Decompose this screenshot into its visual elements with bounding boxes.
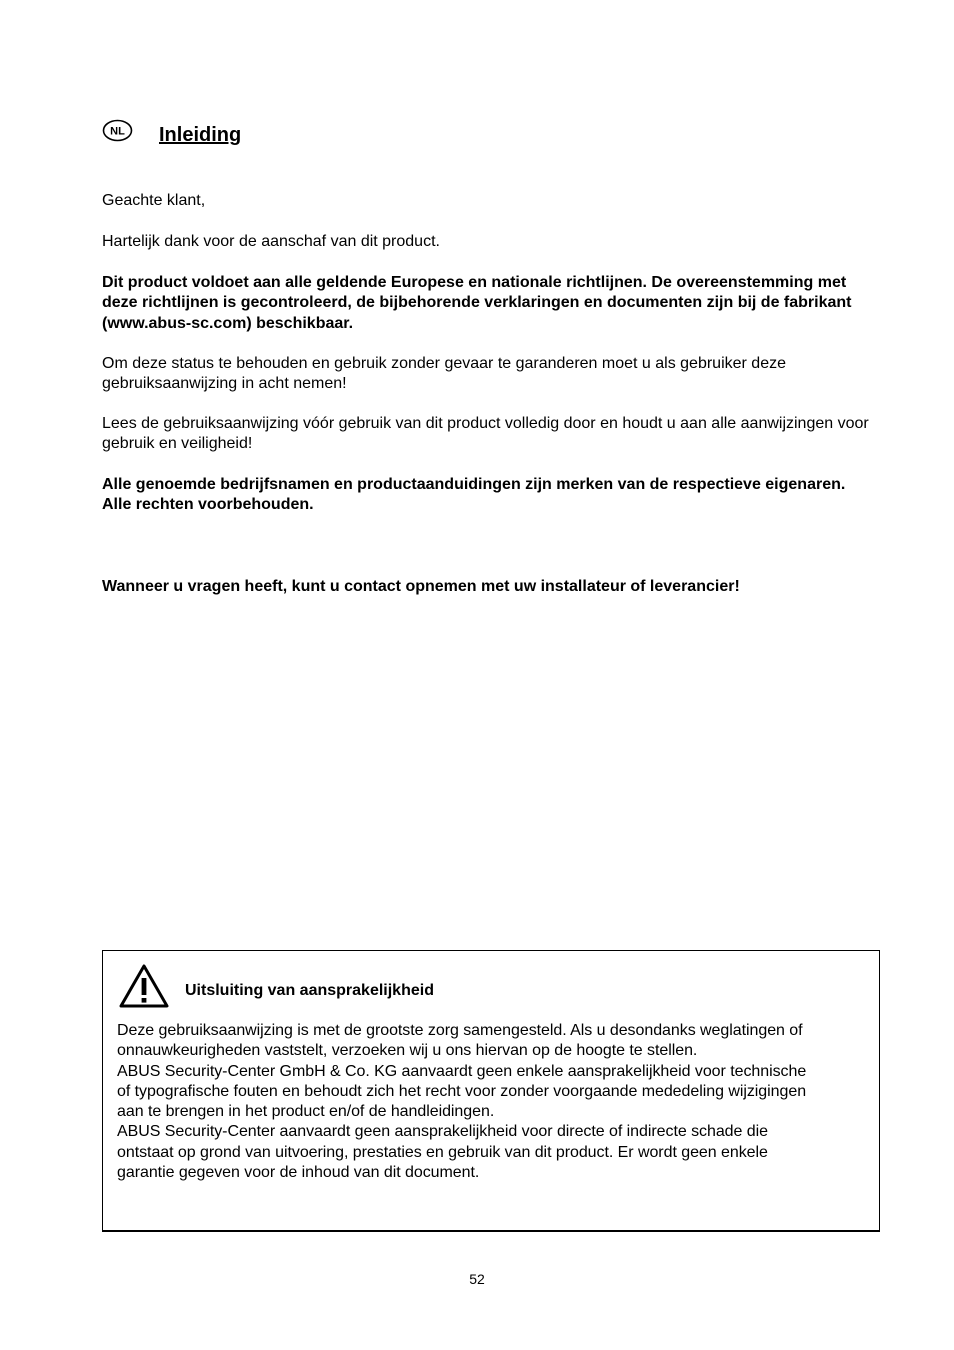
nl-language-badge-icon — [102, 119, 133, 143]
trademarks-text: Alle genoemde bedrijfsnamen en productaanduidingen zijn merken van de respectieve eigenaren. Alle rechten voorbehouden. — [102, 476, 846, 514]
disclaimer-box — [102, 950, 880, 1232]
disclaimer-line: garantie gegeven voor de inhoud van dit document. — [117, 1164, 480, 1182]
disclaimer-body — [117, 1021, 885, 1183]
greeting-text: Geachte klant, — [102, 192, 206, 209]
disclaimer-line: of typografische fouten en behoudt zich het recht voor zonder voorgaande mededeling wijzigingen — [117, 1082, 807, 1100]
disclaimer-line: ABUS Security-Center aanvaardt geen aansprakelijkheid voor directe of indirecte schade die — [117, 1123, 768, 1141]
contact-text: Wanneer u vragen heeft, kunt u contact opnemen met uw installateur of leverancier! — [102, 578, 740, 595]
disclaimer-line: Deze gebruiksaanwijzing is met de grootste zorg samengesteld. Als u desondanks weglatingen of — [117, 1022, 803, 1039]
page-title: Inleiding — [159, 124, 242, 146]
disclaimer-line: aan te brengen in het product en/of de handleidingen. — [117, 1103, 495, 1121]
disclaimer-line: ABUS Security-Center GmbH & Co. KG aanvaardt geen enkele aansprakelijkheid voor technische — [117, 1062, 807, 1080]
disclaimer-line: ontstaat op grond van uitvoering, prestaties en gebruik van dit product. Er wordt geen enkele — [117, 1143, 768, 1161]
read-manual-text: Lees de gebruiksaanwijzing vóór gebruik van dit product volledig door en houdt u aan alle aanwijzingen voor gebruik en veiligheid! — [102, 415, 869, 453]
thanks-text: Hartelijk dank voor de aanschaf van dit product. — [102, 233, 440, 250]
disclaimer-line: onnauwkeurigheden vaststelt, verzoeken wij u ons hiervan op de hoogte te stellen. — [117, 1042, 698, 1060]
nl-badge-text: NL — [110, 125, 125, 138]
warning-triangle-icon — [118, 963, 170, 1009]
disclaimer-title: Uitsluiting van aansprakelijkheid — [185, 982, 434, 999]
page-number: 52 — [469, 1271, 485, 1287]
status-text: Om deze status te behouden en gebruik zonder gevaar te garanderen moet u als gebruiker deze gebruiksaanwijzing in acht nemen! — [102, 355, 786, 393]
compliance-text: Dit product voldoet aan alle geldende Europese en nationale richtlijnen. De overeenstemming met deze richtlijnen is gecontroleerd, de bijbehorende verklaringen en documenten zijn bij de fabrikant (www.abus-sc.com) beschikbaar. — [102, 274, 852, 332]
